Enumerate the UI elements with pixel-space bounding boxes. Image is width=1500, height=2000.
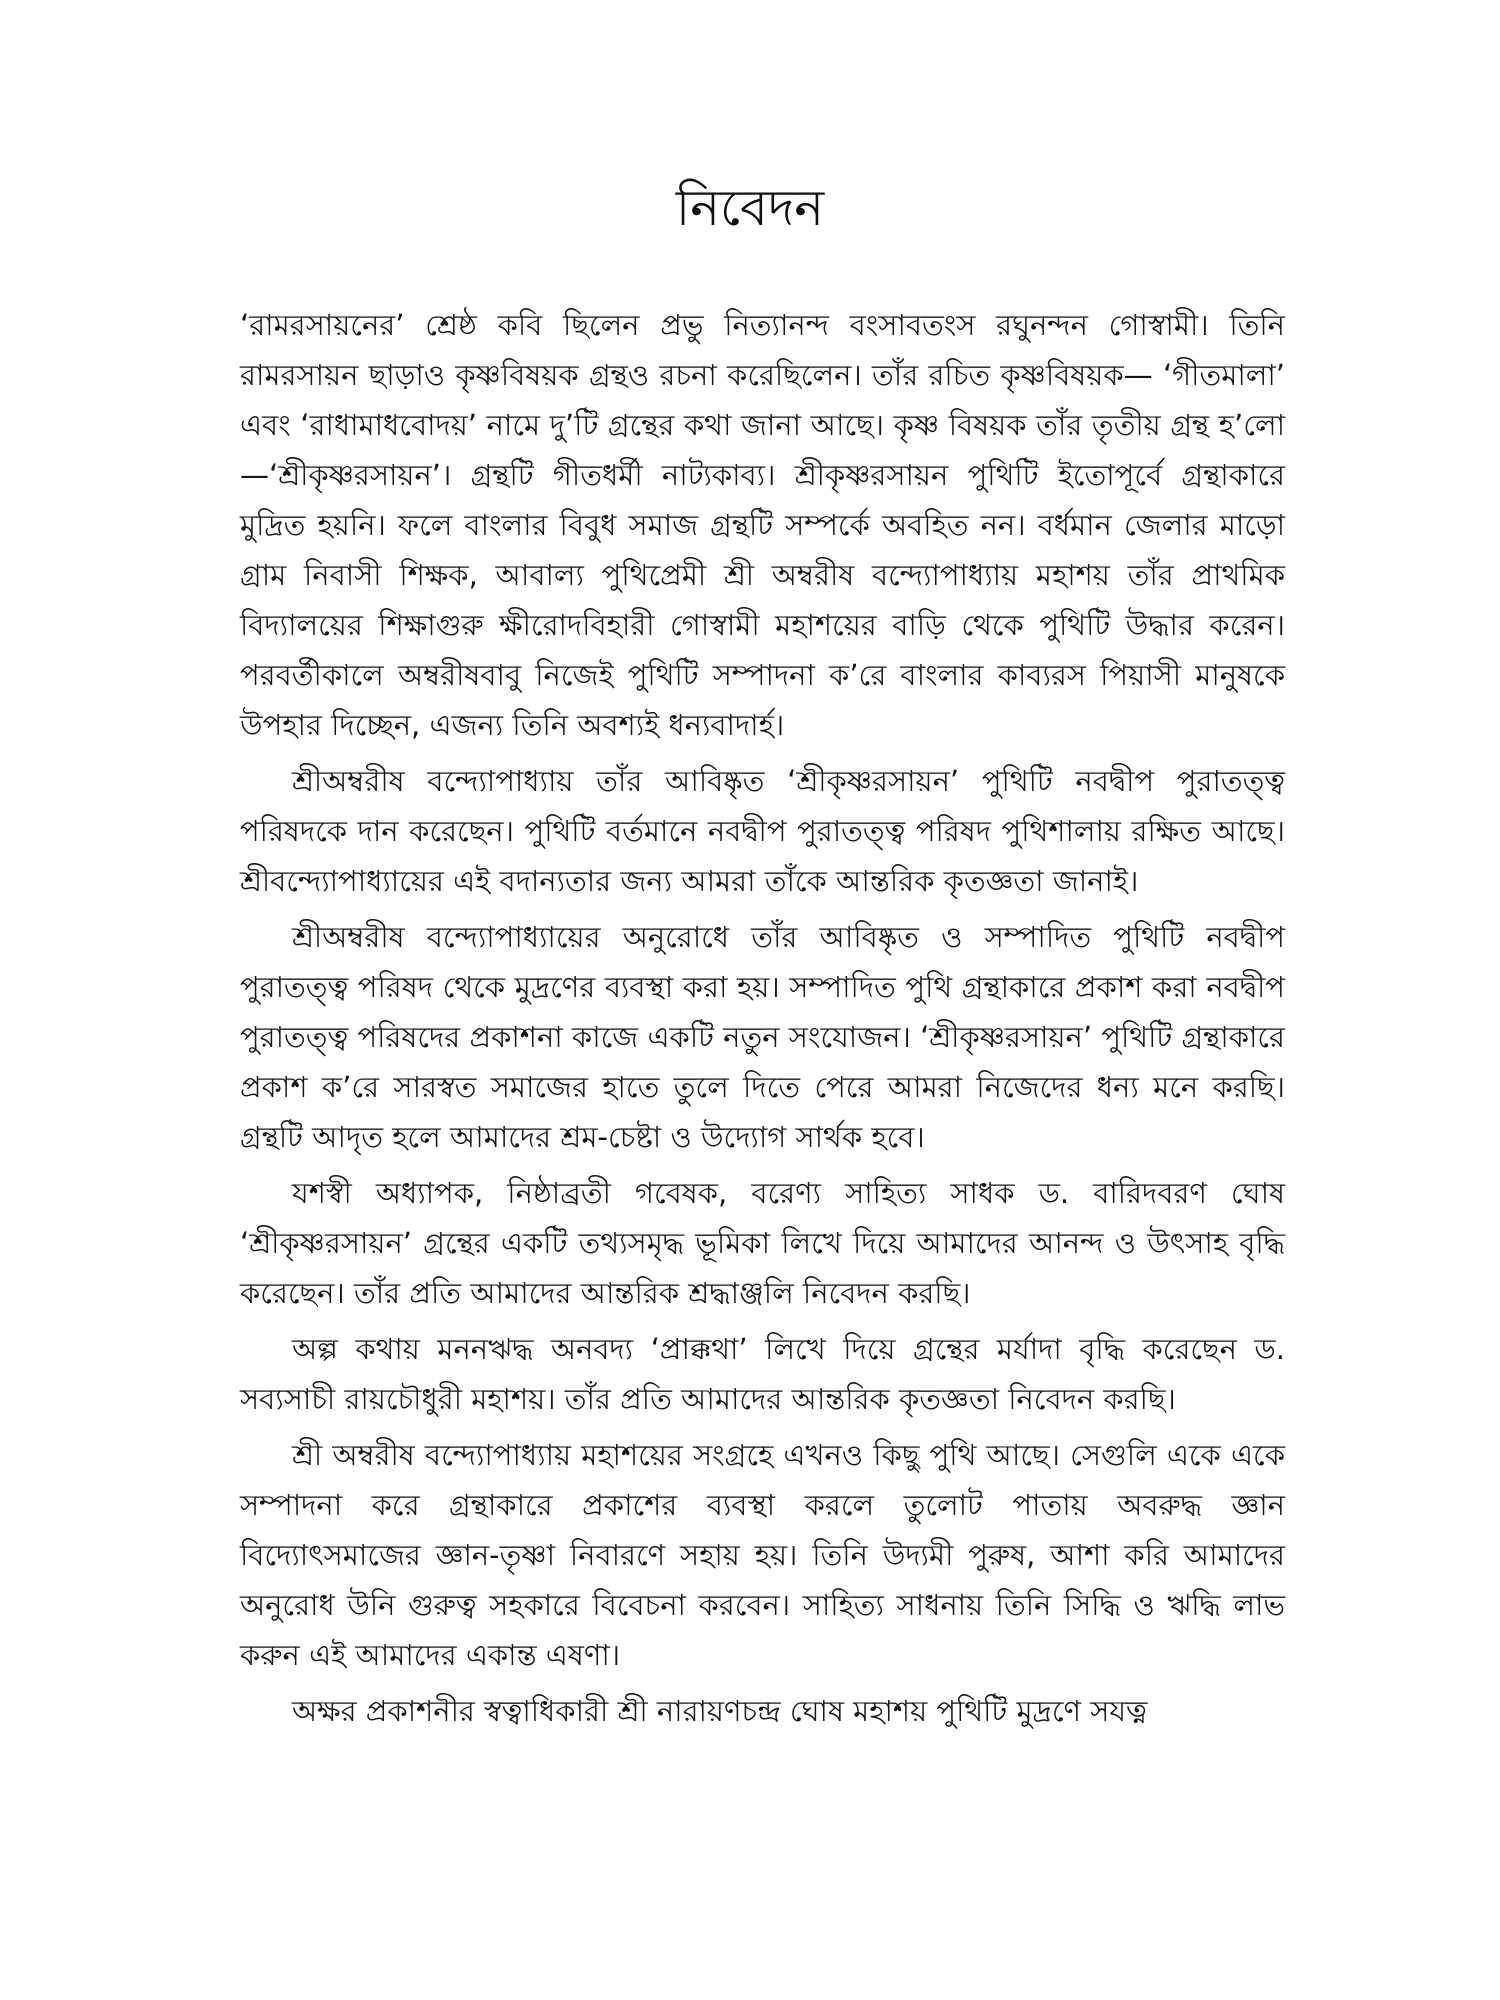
paragraph-7: অক্ষর প্রকাশনীর স্বত্বাধিকারী শ্রী নারায়ণচন্দ্র ঘোষ মহাশয় পুথিটি মুদ্রণে সযত্ন — [292, 1694, 1148, 1728]
page-title: নিবেদন — [675, 179, 825, 237]
paragraph-4: যশস্বী অধ্যাপক, নিষ্ঠাব্রতী গবেষক, বরেণ্য সাহিত্য সাধক ড. বারিদবরণ ঘোষ ‘শ্রীকৃষ্ণরসায়ন’ গ্রন্থের একটি তথ্যসমৃদ্ধ ভূমিকা লিখে দিয়ে আমাদের আনন্দ ও উৎসাহ বৃদ্ধি করেছেন। তাঁর প্রতি আমাদের আন্তরিক শ্রদ্ধাঞ্জলি নিবেদন করছি। — [240, 1176, 1285, 1310]
paragraph-6: শ্রী অম্বরীষ বন্দ্যোপাধ্যায় মহাশয়ের সংগ্রহে এখনও কিছু পুথি আছে। সেগুলি একে একে সম্পাদনা করে গ্রন্থাকারে প্রকাশের ব্যবস্থা করলে তুলোট পাতায় অবরুদ্ধ জ্ঞান বিদ্যোৎসমাজের জ্ঞান-তৃষ্ণা নিবারণে সহায় হয়। তিনি উদ্যমী পুরুষ, আশা করি আমাদের অনুরোধ উনি গুরুত্ব সহকারে বিবেচনা করবেন। সাহিত্য সাধনায় তিনি সিদ্ধি ও ঋদ্ধি লাভ করুন এই আমাদের একান্ত এষণা। — [240, 1438, 1285, 1672]
paragraph-1: ‘রামরসায়নের’ শ্রেষ্ঠ কবি ছিলেন প্রভু নিত্যানন্দ বংসাবতংস রঘুনন্দন গোস্বামী। তিনি রামরসায়ন ছাড়াও কৃষ্ণবিষয়ক গ্রন্থও রচনা করেছিলেন। তাঁর রচিত কৃষ্ণবিষয়ক— ‘গীতমালা’ এবং ‘রাধামাধবোদয়’ নামে দু’টি গ্রন্থের কথা জানা আছে। কৃষ্ণ বিষয়ক তাঁর তৃতীয় গ্রন্থ হ’লো—‘শ্রীকৃষ্ণরসায়ন’। গ্রন্থটি গীতধর্মী নাট্যকাব্য। শ্রীকৃষ্ণরসায়ন পুথিটি ইতোপূর্বে গ্রন্থাকারে মুদ্রিত হয়নি। ফলে বাংলার বিবুধ সমাজ গ্রন্থটি সম্পর্কে অবহিত নন। বর্ধমান জেলার মাড়ো গ্রাম নিবাসী শিক্ষক, আবাল্য পুথিপ্রেমী শ্রী অম্বরীষ বন্দ্যোপাধ্যায় মহাশয় তাঁর প্রাথমিক বিদ্যালয়ের শিক্ষাগুরু ক্ষীরোদবিহারী গোস্বামী মহাশয়ের বাড়ি থেকে পুথিটি উদ্ধার করেন। পরবর্তীকালে অম্বরীষবাবু নিজেই পুথিটি সম্পাদনা ক’রে বাংলার কাব্যরস পিয়াসী মানুষকে উপহার দিচ্ছেন, এজন্য তিনি অবশ্যই ধন্যবাদার্হ। — [240, 308, 1285, 742]
paragraph-3: শ্রীঅম্বরীষ বন্দ্যোপাধ্যায়ের অনুরোধে তাঁর আবিষ্কৃত ও সম্পাদিত পুথিটি নবদ্বীপ পুরাতত্ত্ব পরিষদ থেকে মুদ্রণের ব্যবস্থা করা হয়। সম্পাদিত পুথি গ্রন্থাকারে প্রকাশ করা নবদ্বীপ পুরাতত্ত্ব পরিষদের প্রকাশনা কাজে একটি নতুন সংযোজন। ‘শ্রীকৃষ্ণরসায়ন’ পুথিটি গ্রন্থাকারে প্রকাশ ক’রে সারস্বত সমাজের হাতে তুলে দিতে পেরে আমরা নিজেদের ধন্য মনে করছি। গ্রন্থটি আদৃত হলে আমাদের শ্রম-চেষ্টা ও উদ্যোগ সার্থক হবে। — [240, 920, 1285, 1154]
paragraph-5: অল্প কথায় মননঋদ্ধ অনবদ্য ‘প্রাক্কথা’ লিখে দিয়ে গ্রন্থের মর্যাদা বৃদ্ধি করেছেন ড. সব্যসাচী রায়চৌধুরী মহাশয়। তাঁর প্রতি আমাদের আন্তরিক কৃতজ্ঞতা নিবেদন করছি। — [240, 1332, 1285, 1416]
body-text — [240, 300, 1285, 1742]
paragraph-2: শ্রীঅম্বরীষ বন্দ্যোপাধ্যায় তাঁর আবিষ্কৃত ‘শ্রীকৃষ্ণরসায়ন’ পুথিটি নবদ্বীপ পুরাতত্ত্ব পরিষদকে দান করেছেন। পুথিটি বর্তমানে নবদ্বীপ পুরাতত্ত্ব পরিষদ পুথিশালায় রক্ষিত আছে। শ্রীবন্দ্যোপাধ্যায়ের এই বদান্যতার জন্য আমরা তাঁকে আন্তরিক কৃতজ্ঞতা জানাই। — [240, 764, 1285, 898]
